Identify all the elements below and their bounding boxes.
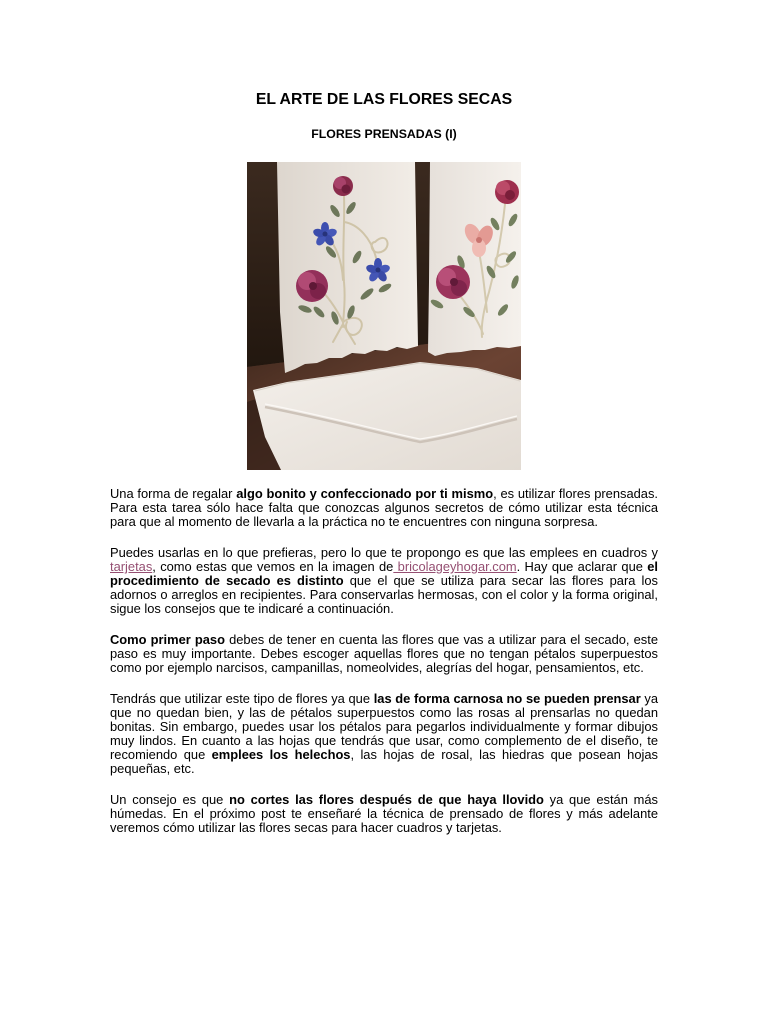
bold-text: las de forma carnosa no se pueden prensar <box>373 691 641 706</box>
rose-flower <box>495 180 519 204</box>
text-run: Un consejo es que <box>110 792 230 807</box>
text-run: . Hay que aclarar que <box>516 559 648 574</box>
right-card <box>428 162 521 356</box>
paragraph-usage <box>110 546 658 616</box>
rose-center <box>505 190 515 200</box>
photo-pressed-flower-cards <box>247 162 521 470</box>
bold-text: algo bonito y confeccionado por ti mismo <box>236 486 494 501</box>
flower-center <box>376 268 381 273</box>
link-tarjetas[interactable]: tarjetas <box>110 559 153 574</box>
paragraph-intro <box>110 487 658 529</box>
left-card <box>277 162 418 373</box>
rose-center <box>309 282 317 290</box>
article-body <box>110 487 658 852</box>
paragraph-advice <box>110 793 658 835</box>
text-run: ya que no quedan bien, y las de pétalos superpuestos como las rosas al prensarlas no quedan bonitas. Sin embargo, puedes usar los pétalos para pegarlos individualmente y formar dibujos muy lindos. En cuanto a las hojas que tendrás que usar, como complemento de el diseño, te recomiendo que <box>110 691 659 762</box>
text-run: Una forma de regalar <box>110 486 237 501</box>
text-run: , es utilizar flores prensadas. Para esta tarea sólo hace falta que conozcas algunos secretos de cómo utilizar esta técnica para que al momento de llevarla a la práctica no te encuentres con ninguna sorpresa. <box>110 486 658 529</box>
rose-flower <box>333 176 353 196</box>
text-run: , las hojas de rosal, las hiedras que posean hojas pequeñas, etc. <box>110 747 658 776</box>
paragraph-flower-types <box>110 692 658 776</box>
link-bricolageyhogar[interactable]: bricolageyhogar.com <box>393 559 517 574</box>
page-title: EL ARTE DE LAS FLORES SECAS <box>255 91 513 108</box>
page-subtitle: FLORES PRENSADAS (I) <box>311 127 457 141</box>
bold-text: Como primer paso <box>110 632 225 647</box>
text-run: Puedes usarlas en lo que prefieras, pero lo que te propongo es que las emplees en cuadros y <box>110 545 658 560</box>
bold-text: el procedimiento de secado es distinto <box>110 559 659 588</box>
rose-center <box>450 278 458 286</box>
text-run: , como estas que vemos en la imagen de <box>152 559 394 574</box>
text-run: ya que están más húmedas. En el próximo post te enseñaré la técnica de prensado de flores y más adelante veremos cómo utilizar las flores secas para hacer cuadros y tarjetas. <box>110 792 658 835</box>
rose-flower-large <box>296 270 328 302</box>
text-run: que el que se utiliza para secar las flores para los adornos o arreglos en recipientes. Para conservarlas hermosas, con el color y la forma original, sigue los consejos que te indicaré a continuación. <box>110 573 658 616</box>
rose-center <box>342 185 351 194</box>
bold-text: emplees los helechos <box>211 747 351 762</box>
rose-flower-large <box>436 265 470 299</box>
paragraph-first-step <box>110 633 658 675</box>
text-run: debes de tener en cuenta las flores que vas a utilizar para el secado, este paso es muy importante. Debes escoger aquellas flores que no tengan pétalos superpuestos como por ejemplo narcisos, campanillas, nomeolvides, alegrías del hogar, pensamientos, etc. <box>110 632 658 675</box>
flower-center <box>476 237 482 243</box>
flower-center <box>323 232 328 237</box>
bold-text: no cortes las flores después de que haya llovido <box>229 792 544 807</box>
text-run: Tendrás que utilizar este tipo de flores ya que <box>110 691 374 706</box>
